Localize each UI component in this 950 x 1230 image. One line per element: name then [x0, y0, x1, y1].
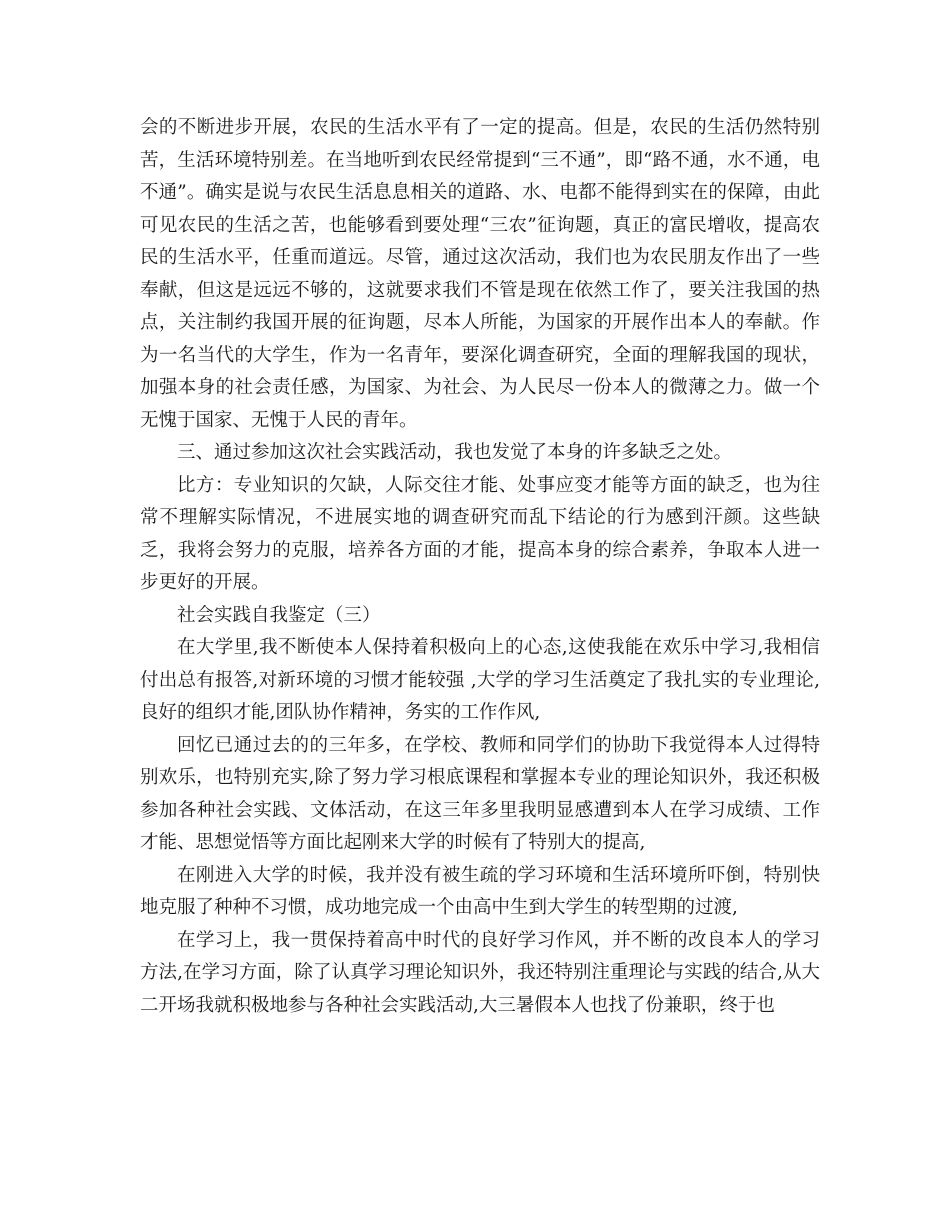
- paragraph-entering-university: 在刚进入大学的时候，我并没有被生疏的学习环境和生活环境所吓倒，特别快地克服了种种不习惯，成功地完成一个由高中生到大学生的转型期的过渡,: [140, 864, 820, 918]
- paragraph-university-attitude: 在大学里,我不断使本人保持着积极向上的心态,这使我能在欢乐中学习,我相信付出总有报答,对新环境的习惯才能较强 ,大学的学习生活奠定了我扎实的专业理论,良好的组织才能,团队协作精神，务实的工作作风,: [140, 637, 820, 723]
- paragraph-section-three: 三、通过参加这次社会实践活动，我也发觉了本身的许多缺乏之处。: [177, 442, 733, 463]
- paragraph-continuation: 会的不断进步开展，农民的生活水平有了一定的提高。但是，农民的生活仍然特别苦，生活环境特别差。在当地听到农民经常提到“三不通”，即“路不通，水不通，电不通”。确实是说与农民生活息息相关的道路、水、电都不能得到实在的保障，由此可见农民的生活之苦，也能够看到要处理“三农”征询题，真正的富民增收，提高农民的生活水平，任重而道远。尽管，通过这次活动，我们也为农民朋友作出了一些奉献，但这是远远不够的，这就要求我们不管是现在依然工作了，要关注我国的热点，关注制约我国开展的征询题，尽本人所能，为国家的开展作出本人的奉献。作为一名当代的大学生，作为一名青年，要深化调查研究，全面的理解我国的现状，加强本身的社会责任感，为国家、为社会、为人民尽一份本人的微薄之力。做一个无愧于国家、无愧于人民的青年。: [140, 117, 820, 431]
- paragraph-study-habits: 在学习上，我一贯保持着高中时代的良好学习作风，并不断的改良本人的学习方法,在学习方面，除了认真学习理论知识外，我还特别注重理论与实践的结合,从大二开场我就积极地参与各种社会实践活动,大三暑假本人也找了份兼职，终于也: [140, 929, 820, 1016]
- paragraph-three-years-review: 回忆已通过去的的三年多，在学校、教师和同学们的协助下我觉得本人过得特别欢乐，也特别充实,除了努力学习根底课程和掌握本专业的理论知识外，我还积极参加各种社会实践、文体活动，在这三年多里我明显感遭到本人在学习成绩、工作才能、思想觉悟等方面比起刚来大学的时候有了特别大的提高,: [140, 734, 820, 853]
- document-body: [140, 112, 820, 1022]
- paragraph-shortcomings: 比方：专业知识的欠缺，人际交往才能、处事应变才能等方面的缺乏，也为往常不理解实际情况，不进展实地的调查研究而乱下结论的行为感到汗颜。这些缺乏，我将会努力的克服，培养各方面的才能，提高本身的综合素养，争取本人进一步更好的开展。: [140, 474, 820, 593]
- section-heading: 社会实践自我鉴定（三）: [177, 604, 381, 626]
